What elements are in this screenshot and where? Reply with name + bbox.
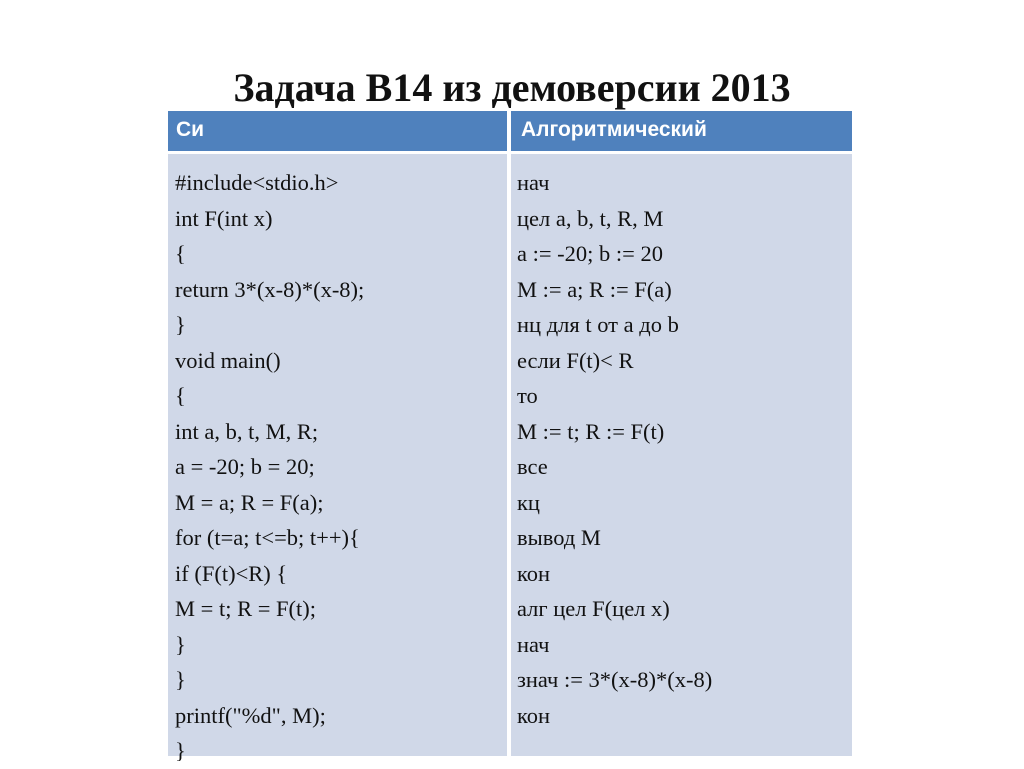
code-comparison-table (168, 111, 852, 763)
c-code-line: void main() (175, 347, 281, 373)
c-code-line: { (175, 383, 186, 408)
algo-code-line: кц (517, 489, 540, 515)
c-code-line: a = -20; b = 20; (175, 454, 315, 479)
c-code-line: { (175, 241, 186, 266)
c-code-line: printf("%d", M); (175, 702, 326, 728)
algo-code-line: то (517, 383, 538, 408)
c-code-column (175, 155, 505, 769)
algo-code-line: если F(t)< R (517, 347, 634, 373)
algo-code-line: вывод M (517, 525, 601, 550)
slide-title: Задача B14 из демоверсии 2013 (233, 65, 791, 110)
algo-code-line: нц для t от a до b (517, 312, 679, 337)
c-code-line: if (F(t)<R) { (175, 560, 288, 586)
algo-code-line: M := t; R := F(t) (517, 418, 665, 444)
algo-code-line: M := a; R := F(a) (517, 276, 672, 302)
c-code-line: #include<stdio.h> (175, 170, 339, 195)
column-header-c: Си (168, 111, 507, 151)
c-code-line: int a, b, t, M, R; (175, 418, 319, 444)
algo-code-line: все (517, 454, 548, 479)
column-header-algorithmic: Алгоритмический (511, 111, 852, 151)
algorithmic-code-column (517, 155, 847, 733)
c-code-line: } (175, 631, 186, 657)
c-code-line: M = a; R = F(a); (175, 489, 324, 515)
algo-code-line: a := -20; b := 20 (517, 241, 663, 266)
c-code-line: return 3*(x-8)*(x-8); (175, 276, 365, 302)
algo-code-line: алг цел F(цел x) (517, 596, 670, 621)
algo-code-line: знач := 3*(x-8)*(x-8) (517, 667, 713, 692)
algo-code-line: кон (517, 560, 551, 586)
c-code-line: M = t; R = F(t); (175, 596, 317, 621)
algo-code-line: кон (517, 702, 551, 728)
c-code-line: } (175, 738, 186, 763)
c-code-line: for (t=a; t<=b; t++){ (175, 525, 360, 550)
c-code-line: } (175, 667, 186, 692)
algo-code-line: нач (517, 631, 550, 657)
algo-code-line: нач (517, 170, 550, 195)
c-code-line: int F(int x) (175, 205, 273, 231)
c-code-line: } (175, 312, 186, 337)
algo-code-line: цел a, b, t, R, M (517, 205, 664, 231)
column-divider (507, 111, 511, 756)
